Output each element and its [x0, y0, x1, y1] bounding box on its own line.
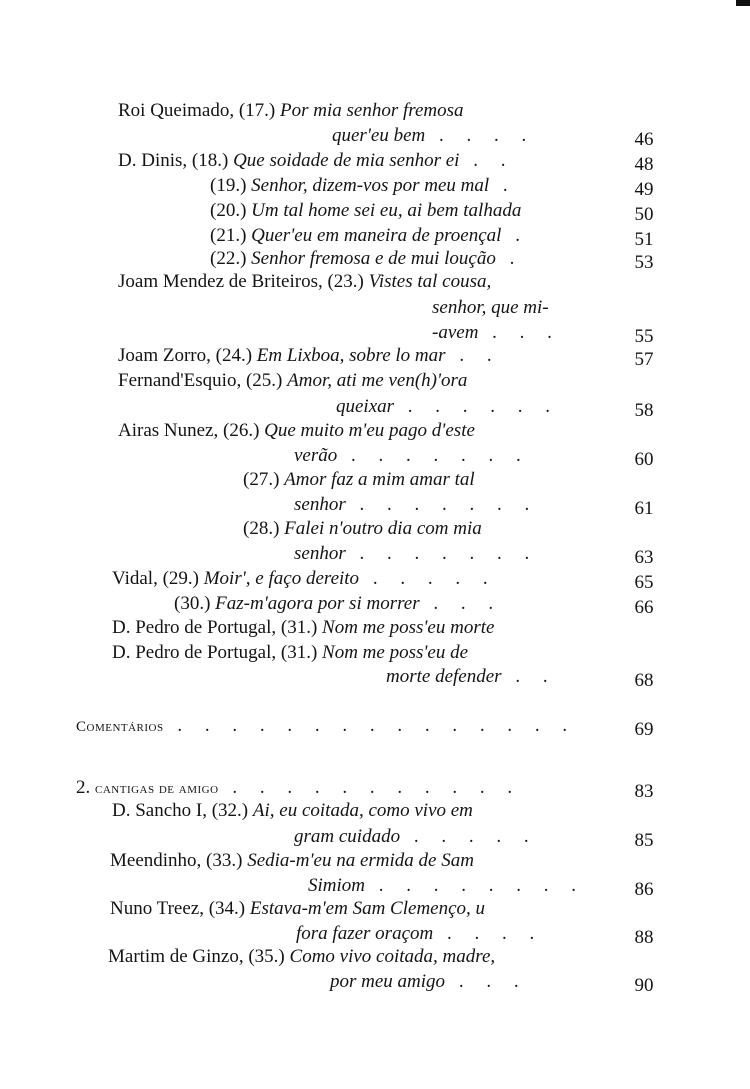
toc-line [294, 543, 538, 565]
leader-dots: . . [445, 345, 501, 366]
toc-text: Joam Mendez de Briteiros, (23.) [118, 271, 369, 292]
toc-line [332, 125, 535, 147]
toc-line [118, 420, 475, 442]
toc-line [110, 850, 474, 872]
toc-text: (22.) [210, 248, 252, 269]
section-heading: cantigas de amigo [95, 781, 219, 797]
toc-text: (28.) [243, 518, 285, 539]
leader-dots: . . . [478, 322, 561, 343]
page-number: 85 [634, 830, 654, 851]
toc-line [118, 150, 514, 172]
page-number: 51 [634, 229, 654, 250]
page-number: 58 [634, 400, 654, 421]
page-number: 48 [634, 154, 654, 175]
poem-title: Que soidade de mia senhor ei [233, 150, 460, 171]
page-number: 68 [634, 670, 654, 691]
toc-text: D. Sancho I, (32.) [112, 800, 253, 821]
page-number: 50 [634, 204, 654, 225]
scan-corner-mark [736, 0, 750, 6]
leader-dots: . . . . . [400, 826, 538, 847]
leader-dots: . . . . . . . . . . . [218, 777, 522, 798]
leader-dots: . . . . . . . [337, 445, 530, 466]
toc-text: Airas Nunez, (26.) [118, 420, 265, 441]
toc-text: (27.) [243, 469, 285, 490]
poem-title: Falei n'outro dia com mia [284, 518, 482, 539]
poem-title: Ai, eu coitada, como vivo em [252, 800, 473, 821]
poem-title: Simiom [308, 875, 365, 896]
page-number: 53 [634, 252, 654, 273]
toc-text: D. Pedro de Portugal, (31.) [112, 617, 323, 638]
leader-dots: . . . . . [359, 568, 497, 589]
poem-title: Senhor fremosa e de mui loução [251, 248, 496, 269]
poem-title: senhor [294, 543, 346, 564]
page-number: 66 [634, 597, 654, 618]
page-number: 49 [634, 179, 654, 200]
poem-title: quer'eu bem [332, 125, 426, 146]
leader-dots: . . [459, 150, 515, 171]
leader-dots: . [495, 248, 524, 269]
leader-dots: . . . . . . . [345, 494, 539, 515]
poem-title: Amor faz a mim amar tal [284, 469, 475, 490]
toc-line [118, 345, 501, 367]
toc-line [118, 100, 464, 122]
leader-dots: . [501, 225, 529, 246]
toc-text: D. Pedro de Portugal, (31.) [112, 642, 323, 663]
poem-title: queixar [336, 396, 395, 417]
toc-text: Meendinho, (33.) [110, 850, 248, 871]
page-number: 57 [634, 349, 654, 370]
poem-title: Vistes tal cousa, [368, 271, 492, 292]
toc-line [243, 518, 482, 540]
toc-line [336, 396, 559, 418]
leader-dots: . . . . . . . [345, 543, 539, 564]
toc-text: D. Dinis, (18.) [118, 150, 234, 171]
page-number: 83 [634, 781, 654, 802]
toc-line [294, 826, 538, 848]
page-number: 46 [634, 129, 654, 150]
page-number: 60 [634, 449, 654, 470]
page-number: 88 [634, 927, 654, 948]
leader-dots: . . [501, 666, 557, 687]
poem-title: Faz-m'agora por si morrer [215, 593, 420, 614]
poem-title: por meu amigo [330, 971, 446, 992]
poem-title: gram cuidado [294, 826, 401, 847]
toc-line [432, 322, 561, 344]
poem-title: Por mia senhor fremosa [280, 100, 464, 121]
toc-line [112, 617, 494, 639]
poem-title: Moir', e faço dereito [203, 568, 360, 589]
poem-title: Quer'eu em maneira de proençal [251, 225, 502, 246]
toc-line [432, 297, 549, 319]
page-number: 69 [634, 719, 654, 740]
poem-title: Como vivo coitada, madre, [289, 946, 496, 967]
poem-title: Senhor, dizem-vos por meu mal [251, 175, 490, 196]
poem-title: fora fazer oraçom [296, 923, 434, 944]
toc-line [76, 777, 521, 800]
toc-line [210, 200, 521, 222]
poem-title: Estava-m'em Sam Clemenço, u [249, 898, 486, 919]
toc-line [110, 898, 485, 920]
leader-dots: . [489, 175, 517, 196]
toc-text: Roi Queimado, (17.) [118, 100, 281, 121]
toc-line [294, 494, 538, 516]
toc-line [308, 875, 585, 897]
poem-title: Sedia-m'eu na ermida de Sam [247, 850, 474, 871]
page-number: 63 [634, 547, 654, 568]
toc-line [112, 568, 497, 590]
toc-line [243, 469, 475, 491]
poem-title: Nom me poss'eu de [322, 642, 469, 663]
poem-title: -avem [432, 322, 479, 343]
poem-title: Em Lixboa, sobre lo mar [256, 345, 446, 366]
toc-text: Martim de Ginzo, (35.) [108, 946, 290, 967]
leader-dots: . . . . . . . . [365, 875, 585, 896]
toc-text: Nuno Treez, (34.) [110, 898, 250, 919]
poem-title: Que muito m'eu pago d'este [264, 420, 475, 441]
leader-dots: . . . . . . [394, 396, 560, 417]
leader-dots: . . . . [425, 125, 536, 146]
poem-title: verão [294, 445, 338, 466]
poem-title: senhor [294, 494, 346, 515]
toc-line [112, 800, 473, 822]
toc-line [174, 593, 502, 615]
toc-line [330, 971, 528, 993]
page-number: 55 [634, 326, 654, 347]
poem-title: senhor, que mi- [432, 297, 549, 318]
toc-line [210, 248, 523, 270]
toc-line [76, 715, 576, 738]
toc-line [118, 271, 491, 293]
poem-title: Amor, ati me ven(h)'ora [287, 370, 468, 391]
toc-line [296, 923, 543, 945]
toc-text: (21.) [210, 225, 252, 246]
toc-line [294, 445, 530, 467]
page-number: 61 [634, 498, 654, 519]
toc-text: (30.) [174, 593, 216, 614]
toc-text: 2. [76, 777, 95, 798]
toc-line [112, 642, 468, 664]
toc-text: (20.) [210, 200, 252, 221]
toc-text: Vidal, (29.) [112, 568, 204, 589]
leader-dots: . . . [419, 593, 503, 614]
toc-text: (19.) [210, 175, 252, 196]
toc-line [210, 175, 517, 197]
poem-title: Nom me poss'eu morte [322, 617, 495, 638]
page-number: 90 [634, 975, 654, 996]
page-number: 65 [634, 572, 654, 593]
leader-dots: . . . . . . . . . . . . . . . [163, 715, 577, 736]
leader-dots: . . . [445, 971, 528, 992]
toc-line [118, 370, 467, 392]
page-number: 86 [634, 879, 654, 900]
toc-text: Fernand'Esquio, (25.) [118, 370, 288, 391]
toc-line [386, 666, 557, 688]
leader-dots: . . . . [433, 923, 544, 944]
toc-line [108, 946, 495, 968]
poem-title: morte defender [386, 666, 502, 687]
section-heading: Comentários [76, 719, 164, 735]
poem-title: Um tal home sei eu, ai bem talhada [251, 200, 522, 221]
toc-text: Joam Zorro, (24.) [118, 345, 257, 366]
toc-line [210, 225, 529, 247]
